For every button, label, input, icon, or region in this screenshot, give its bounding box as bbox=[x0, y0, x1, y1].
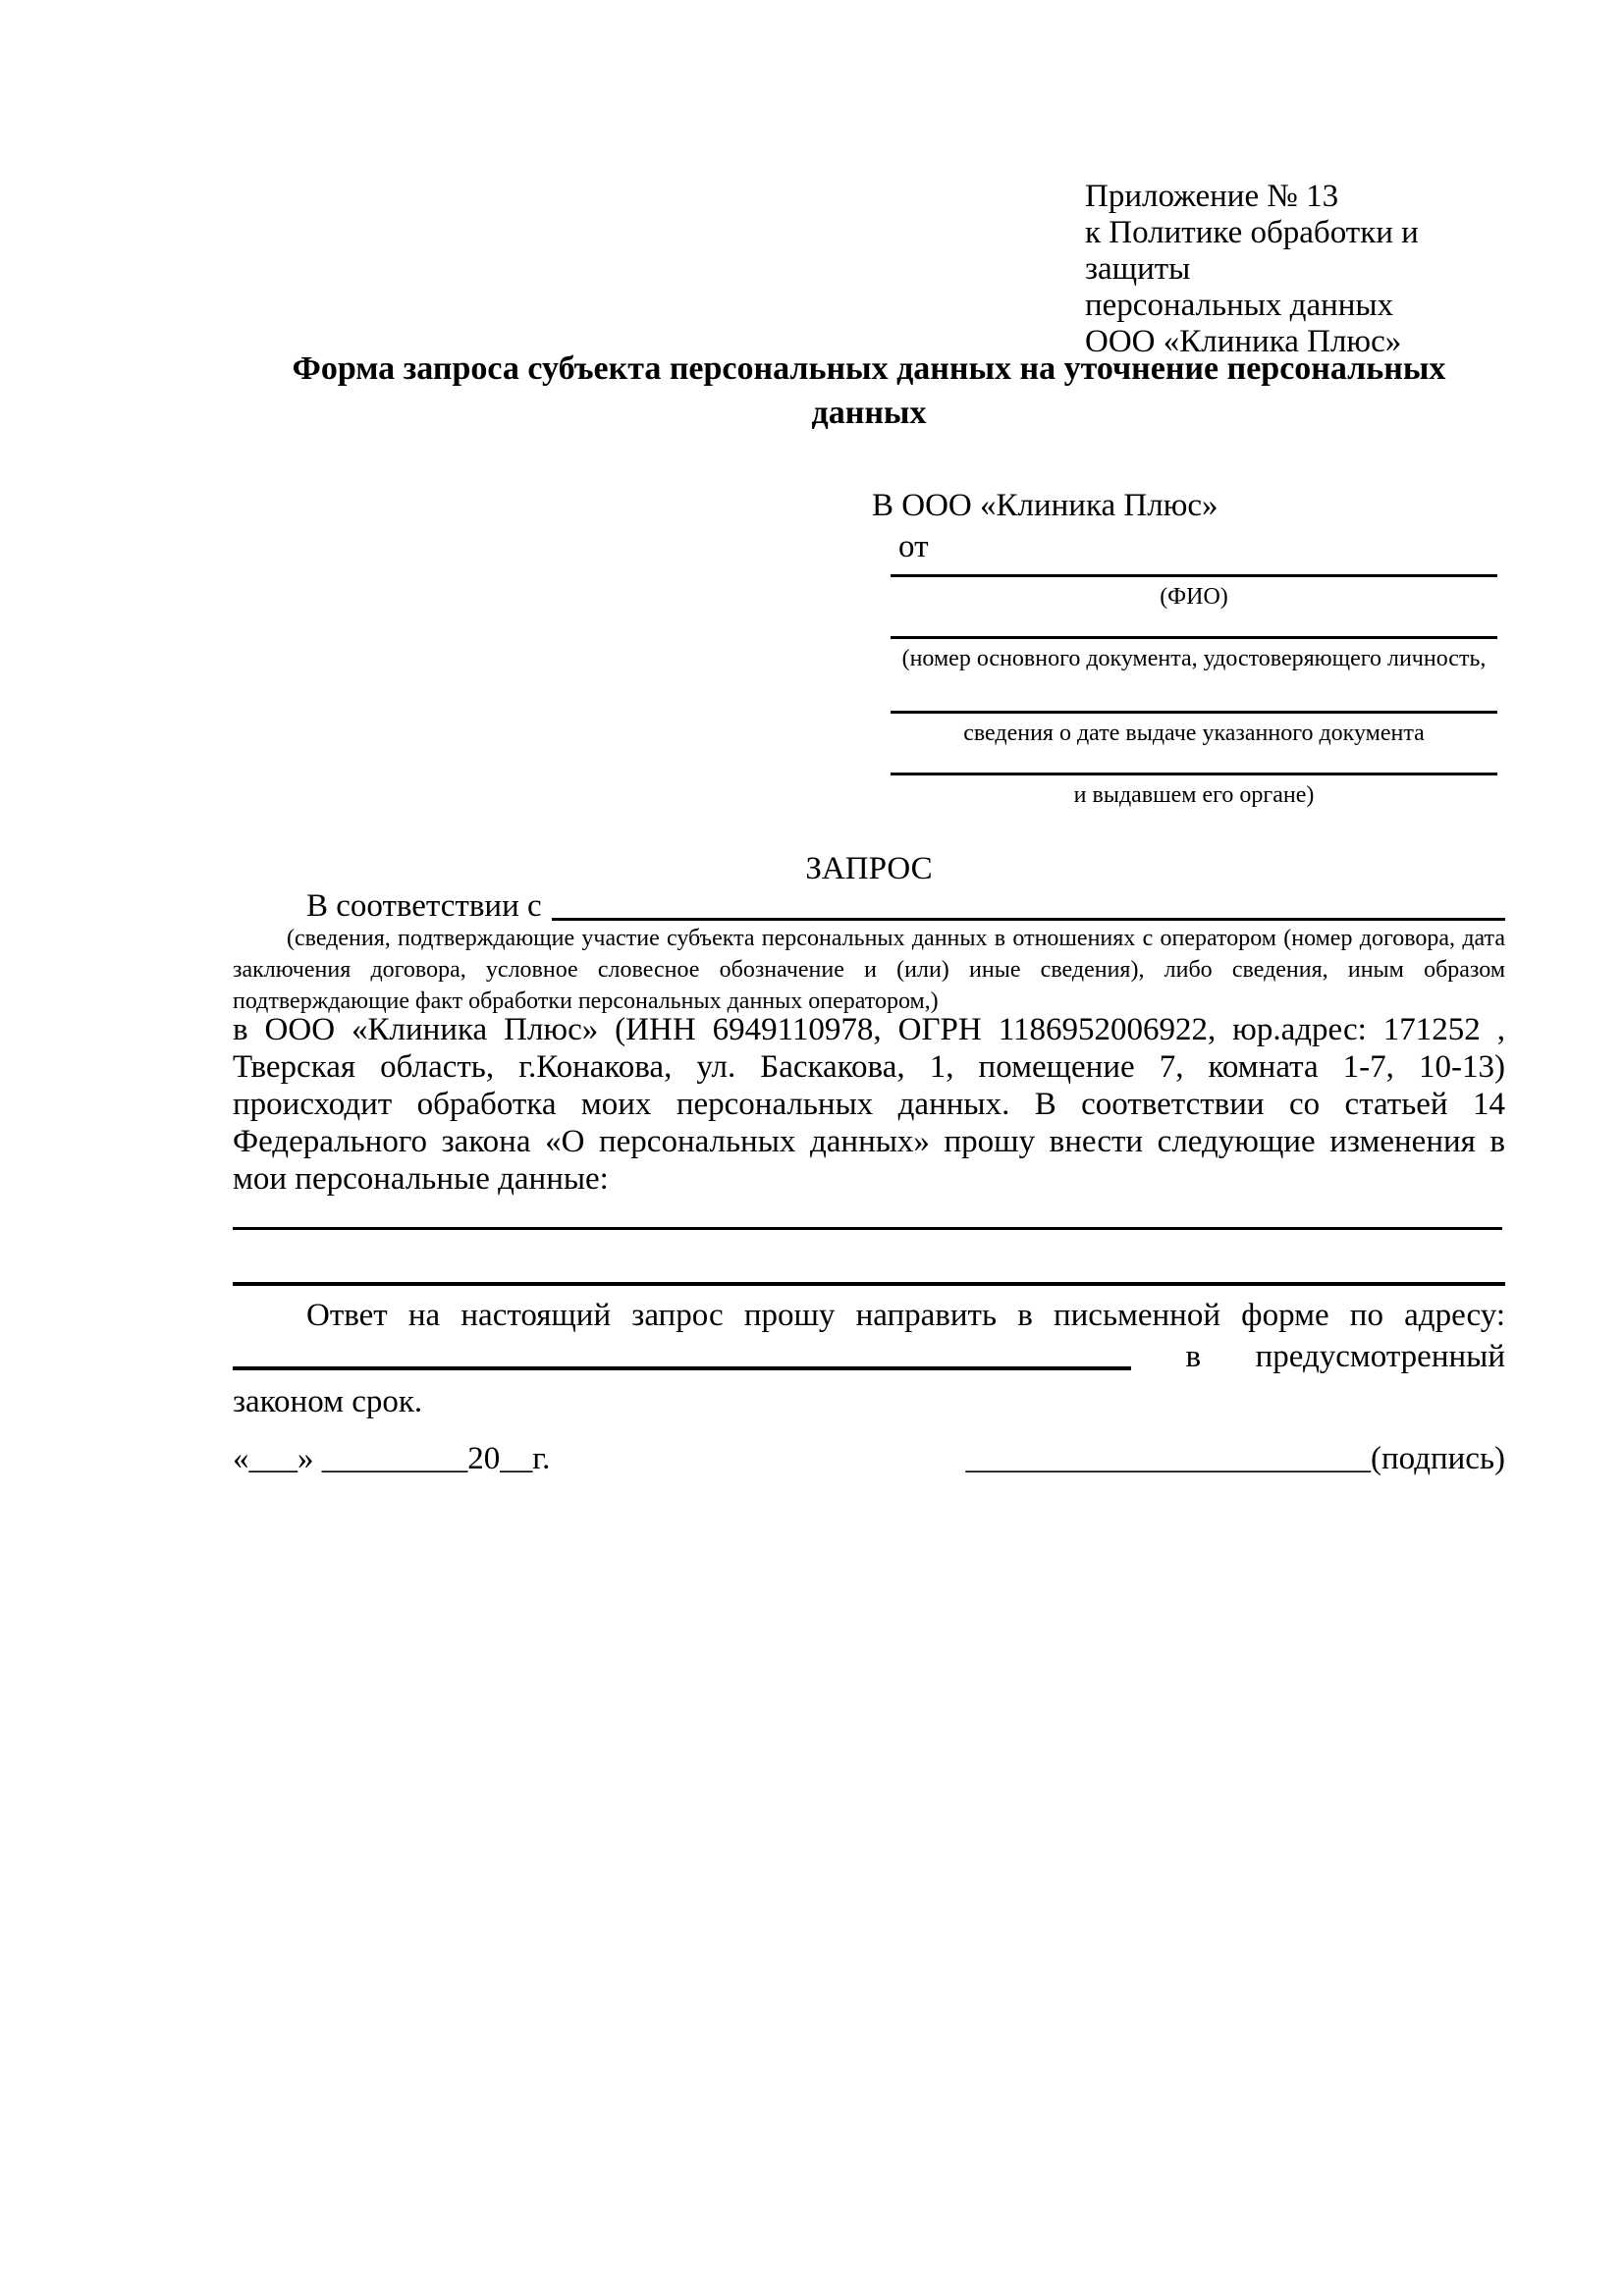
response-word-predusmotrenny: предусмотренный bbox=[1255, 1339, 1505, 1374]
document-title: Форма запроса субъекта персональных данных на уточнение персональных данных bbox=[292, 350, 1446, 431]
addressee-from-label: от bbox=[898, 529, 929, 564]
issuing-authority-field-line bbox=[891, 773, 1497, 775]
appendix-header-line: к Политике обработки и защиты bbox=[1085, 215, 1419, 287]
appendix-header-line: Приложение № 13 bbox=[1085, 179, 1339, 214]
request-body: в ООО «Клиника Плюс» (ИНН 6949110978, ОГРН 1186952006922, юр.адрес: 171252 , Тверская область, г.Конакова, ул. Баскакова, 1, помещение 7, комната 1-7, 10-13) происходит обработка моих персональных данных. В соответствии со статьей 14 Федерального закона «О персональных данных» прошу внести следующие изменения в мои персональные данные: bbox=[233, 1012, 1505, 1197]
request-heading: ЗАПРОС bbox=[805, 851, 933, 886]
response-line-1: Ответ на настоящий запрос прошу направить в письменной форме по адресу: bbox=[306, 1298, 1505, 1333]
document-number-field-line bbox=[891, 636, 1497, 639]
response-word-v: в bbox=[1185, 1339, 1202, 1374]
response-line-3: законом срок. bbox=[233, 1384, 423, 1419]
appendix-header-line: персональных данных bbox=[1085, 288, 1394, 323]
date-signature-row bbox=[233, 1439, 1505, 1478]
response-line-2 bbox=[233, 1337, 1505, 1376]
intro-footnote: (сведения, подтверждающие участие субъекта персональных данных в отношениях с оператором (номер договора, дата заключения договора, условное словесное обозначение и (или) иные сведения), либо сведения, иным образом подтверждающие факт обработки персональных данных оператором,) bbox=[233, 926, 1505, 1014]
intro-line bbox=[233, 886, 1505, 926]
fio-field-caption: (ФИО) bbox=[1160, 584, 1228, 610]
issuing-authority-field-caption: и выдавшем его органе) bbox=[1073, 782, 1315, 808]
fio-field-line bbox=[891, 574, 1497, 577]
addressee-to: В ООО «Клиника Плюс» bbox=[872, 488, 1218, 523]
intro-prefix: В соответствии с bbox=[306, 888, 542, 924]
agreement-details-field-line bbox=[552, 886, 1505, 921]
date-field: «___» _________20__г. bbox=[233, 1441, 551, 1476]
signature-field: _________________________(подпись) bbox=[965, 1441, 1505, 1476]
changes-field-line-2 bbox=[233, 1282, 1505, 1286]
appendix-header bbox=[1085, 179, 1507, 360]
issue-date-field-line bbox=[891, 711, 1497, 714]
document-number-field-caption: (номер основного документа, удостоверяющего личность, bbox=[901, 646, 1487, 671]
appendix-header-line: ООО «Клиника Плюс» bbox=[1085, 324, 1402, 359]
address-field-line bbox=[233, 1366, 1131, 1370]
changes-field-line-1 bbox=[233, 1227, 1502, 1230]
issue-date-field-caption: сведения о дате выдаче указанного документа bbox=[963, 721, 1425, 746]
